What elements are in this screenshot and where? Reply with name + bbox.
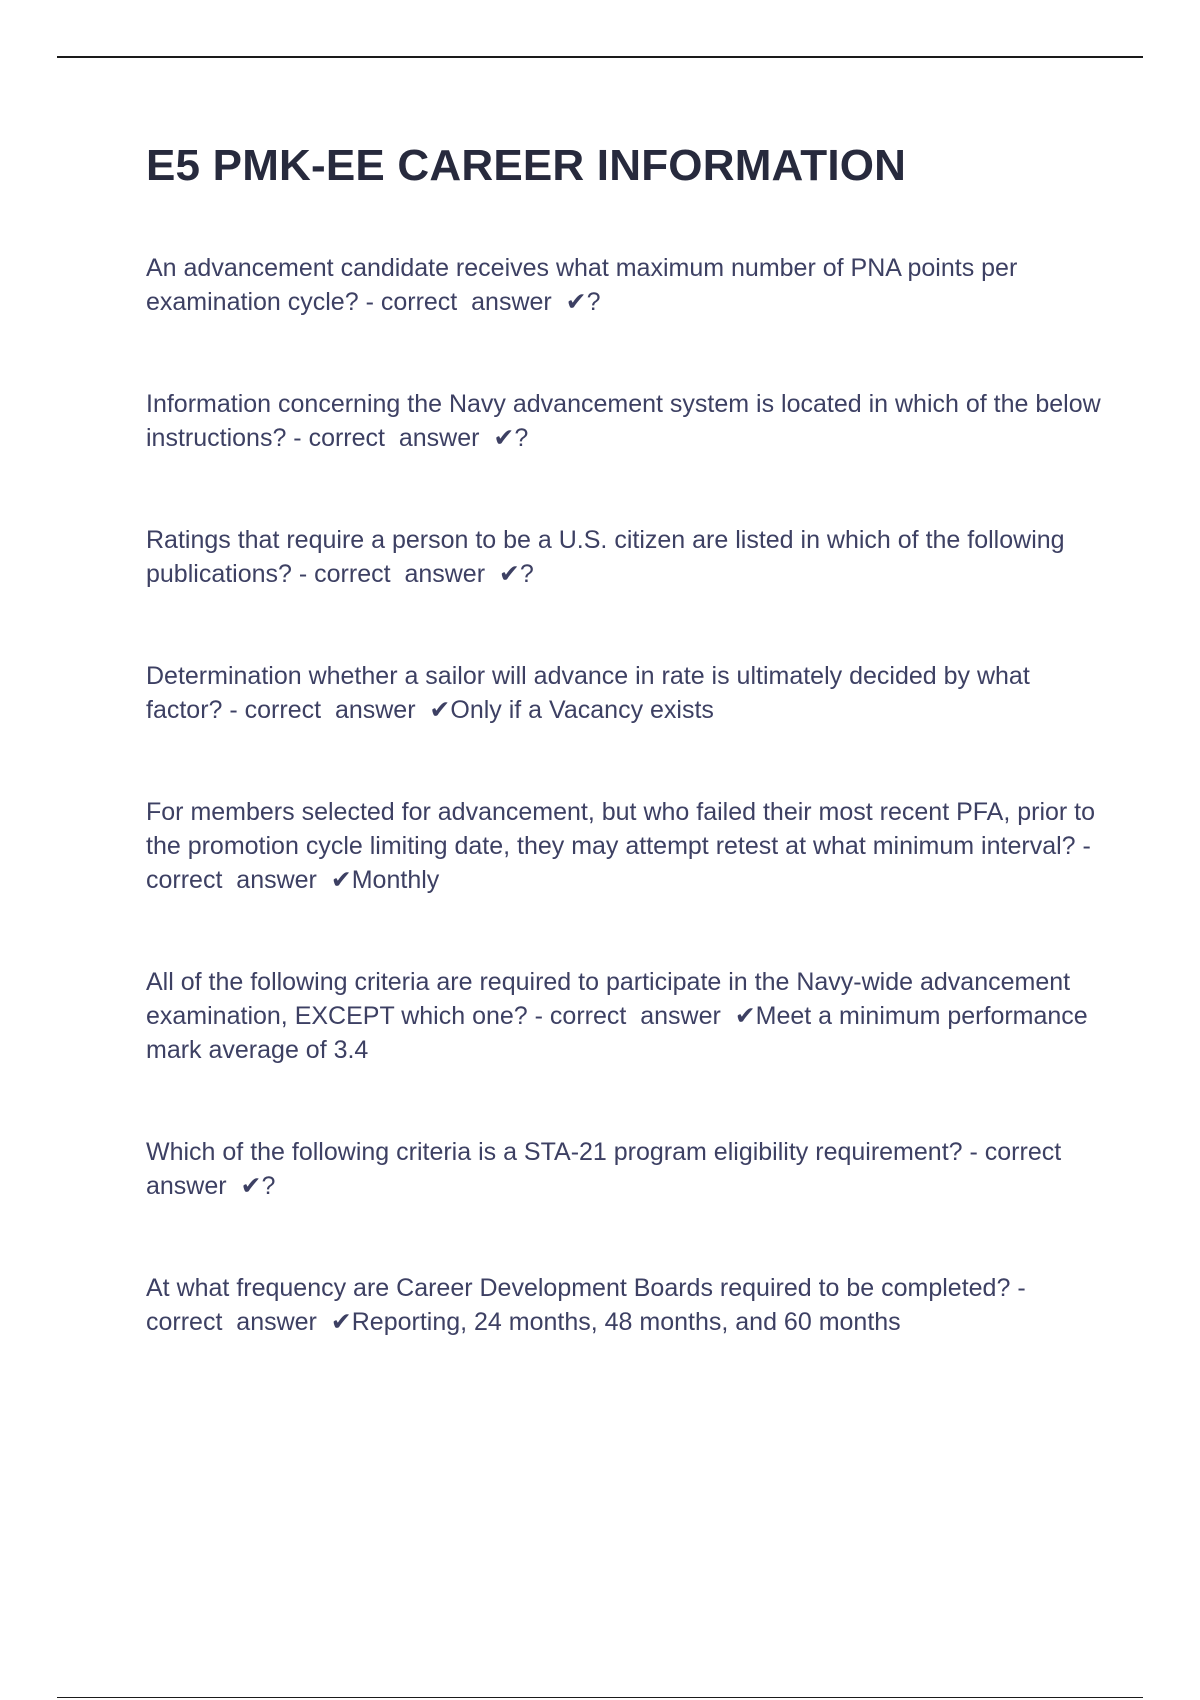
answer-text: ?: [586, 287, 601, 316]
qa-item: [146, 387, 1106, 455]
answer-separator: - correct answer ✔: [146, 831, 1098, 894]
top-divider: [57, 56, 1143, 58]
answer-separator: - correct answer ✔: [146, 1273, 1033, 1336]
qa-item: [146, 965, 1106, 1067]
question-text: Ratings that require a person to be a U.S. citizen are listed in which of the following publications?: [146, 525, 1072, 588]
answer-separator: - correct answer ✔: [358, 287, 587, 316]
qa-item: [146, 659, 1106, 727]
question-text: Which of the following criteria is a STA-21 program eligibility requirement?: [146, 1137, 963, 1166]
question-text: All of the following criteria are required to participate in the Navy-wide advancement examination, EXCEPT which one?: [146, 967, 1078, 1030]
answer-separator: - correct answer ✔: [222, 695, 451, 724]
answer-separator: - correct answer ✔: [291, 559, 520, 588]
qa-item: [146, 1135, 1106, 1203]
answer-text: Monthly: [351, 865, 440, 894]
qa-item: [146, 251, 1106, 319]
answer-text: ?: [261, 1171, 276, 1200]
qa-item: [146, 795, 1106, 897]
page-title: E5 PMK-EE CAREER INFORMATION: [146, 141, 907, 190]
answer-text: Reporting, 24 months, 48 months, and 60 months: [351, 1307, 901, 1336]
question-text: For members selected for advancement, but who failed their most recent PFA, prior to the promotion cycle limiting date, they may attempt retest at what minimum interval?: [146, 797, 1102, 860]
answer-separator: - correct answer ✔: [146, 1137, 1076, 1200]
bottom-divider: [57, 1697, 1143, 1698]
question-text: Information concerning the Navy advancement system is located in which of the below instructions?: [146, 389, 1108, 452]
answer-text: ?: [519, 559, 534, 588]
qa-item: [146, 1271, 1106, 1339]
answer-text: ?: [514, 423, 529, 452]
answer-separator: - correct answer ✔: [527, 1001, 756, 1030]
document-body: [146, 140, 1106, 1407]
question-text: At what frequency are Career Development Boards required to be completed?: [146, 1273, 1011, 1302]
question-text: Determination whether a sailor will advance in rate is ultimately decided by what factor?: [146, 661, 1037, 724]
answer-text: Meet a minimum performance mark average of 3.4: [146, 1001, 1095, 1064]
answer-text: Only if a Vacancy exists: [450, 695, 714, 724]
answer-separator: - correct answer ✔: [286, 423, 515, 452]
qa-item: [146, 523, 1106, 591]
question-text: An advancement candidate receives what maximum number of PNA points per examination cycle?: [146, 253, 1025, 316]
